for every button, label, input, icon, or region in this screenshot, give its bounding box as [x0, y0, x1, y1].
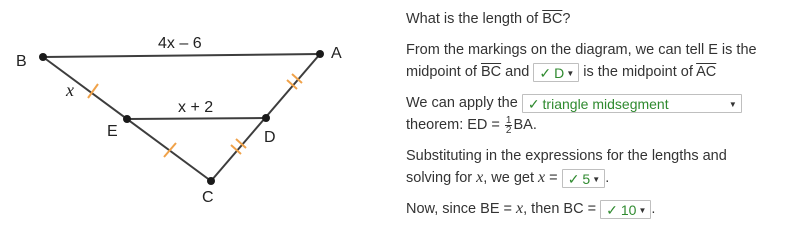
substitute-end: . — [605, 170, 610, 186]
theorem-dropdown[interactable] — [522, 94, 742, 113]
markings-midpoint-of: midpoint of — [406, 64, 481, 80]
question-segment: $\overline{BC}$ — [542, 11, 563, 27]
bc-value-dropdown[interactable] — [600, 200, 651, 219]
label-A: A — [331, 45, 342, 62]
conclusion-var: x — [516, 200, 524, 217]
apply-line-2 — [406, 114, 798, 136]
side-BA — [43, 54, 320, 57]
question-suffix: ? — [562, 11, 571, 27]
check-icon: ✓ — [539, 64, 552, 81]
question-prefix: What is the length of — [406, 11, 543, 27]
apply-theorem-prefix: theorem: ED = — [406, 117, 504, 133]
fraction-denominator: 2 — [505, 124, 512, 136]
theorem-dropdown-value: triangle midsegment — [542, 95, 669, 112]
chevron-down-icon: ▼ — [728, 99, 737, 109]
solution-panel — [406, 8, 798, 220]
markings-and: and — [501, 64, 534, 80]
check-icon: ✓ — [606, 201, 618, 218]
substitute-var: x — [476, 169, 484, 186]
chevron-down-icon: ▼ — [638, 205, 647, 215]
x-value-dropdown[interactable] — [562, 169, 606, 188]
question-line — [406, 8, 798, 30]
fraction-numerator: 1 — [505, 114, 512, 126]
check-icon: ✓ — [527, 95, 540, 112]
label-ED-length — [178, 99, 213, 116]
point-C — [207, 177, 215, 185]
apply-theorem-suffix: BA. — [513, 117, 537, 133]
midpoint-dropdown-value: D — [554, 64, 565, 81]
conclusion-line — [406, 198, 798, 220]
bc-value-dropdown-value: 10 — [620, 201, 637, 218]
conclusion-mid: , then BC = — [523, 201, 601, 217]
label-BA-length — [158, 35, 202, 52]
conclusion-end: . — [651, 201, 656, 217]
one-half-fraction — [505, 116, 513, 135]
markings-is-mid: is the midpoint of — [579, 64, 697, 80]
midsegment-ED — [127, 118, 266, 119]
label-C: C — [202, 189, 214, 206]
apply-prefix: We can apply the — [406, 95, 522, 111]
markings-ac: $\overline{AC}$ — [696, 64, 717, 80]
markings-bc: $\overline{BC}$ — [480, 64, 502, 80]
apply-line-1 — [406, 92, 798, 114]
triangle-diagram — [0, 0, 400, 214]
chevron-down-icon: ▼ — [592, 174, 601, 184]
label-ED-length-text: x + 2 — [178, 99, 214, 116]
substitute-eq: = — [545, 170, 562, 186]
label-E: E — [107, 123, 118, 140]
x-value-dropdown-value: 5 — [582, 170, 591, 187]
conclusion-prefix: Now, since BE = — [406, 201, 517, 217]
point-A — [316, 50, 324, 58]
label-BE-length: x — [66, 80, 74, 100]
chevron-down-icon: ▼ — [566, 68, 575, 78]
markings-line-1: From the markings on the diagram, we can tell E is the — [406, 42, 757, 58]
point-D — [262, 114, 270, 122]
point-E — [123, 115, 131, 123]
substitute-line-1: Substituting in the expressions for the lengths and — [406, 148, 727, 164]
label-D: D — [264, 129, 276, 146]
substitute-mid: , we get — [483, 170, 539, 186]
midpoint-dropdown[interactable] — [533, 63, 579, 82]
label-B: B — [16, 53, 27, 70]
substitute-var-2: x — [538, 169, 546, 186]
substitute-line-2 — [406, 167, 798, 189]
label-BA-length-text: 4x – 6 — [158, 35, 202, 52]
point-B — [39, 53, 47, 61]
markings-line-2 — [406, 61, 798, 83]
check-icon: ✓ — [567, 170, 580, 187]
substitute-prefix: solving for — [406, 170, 477, 186]
